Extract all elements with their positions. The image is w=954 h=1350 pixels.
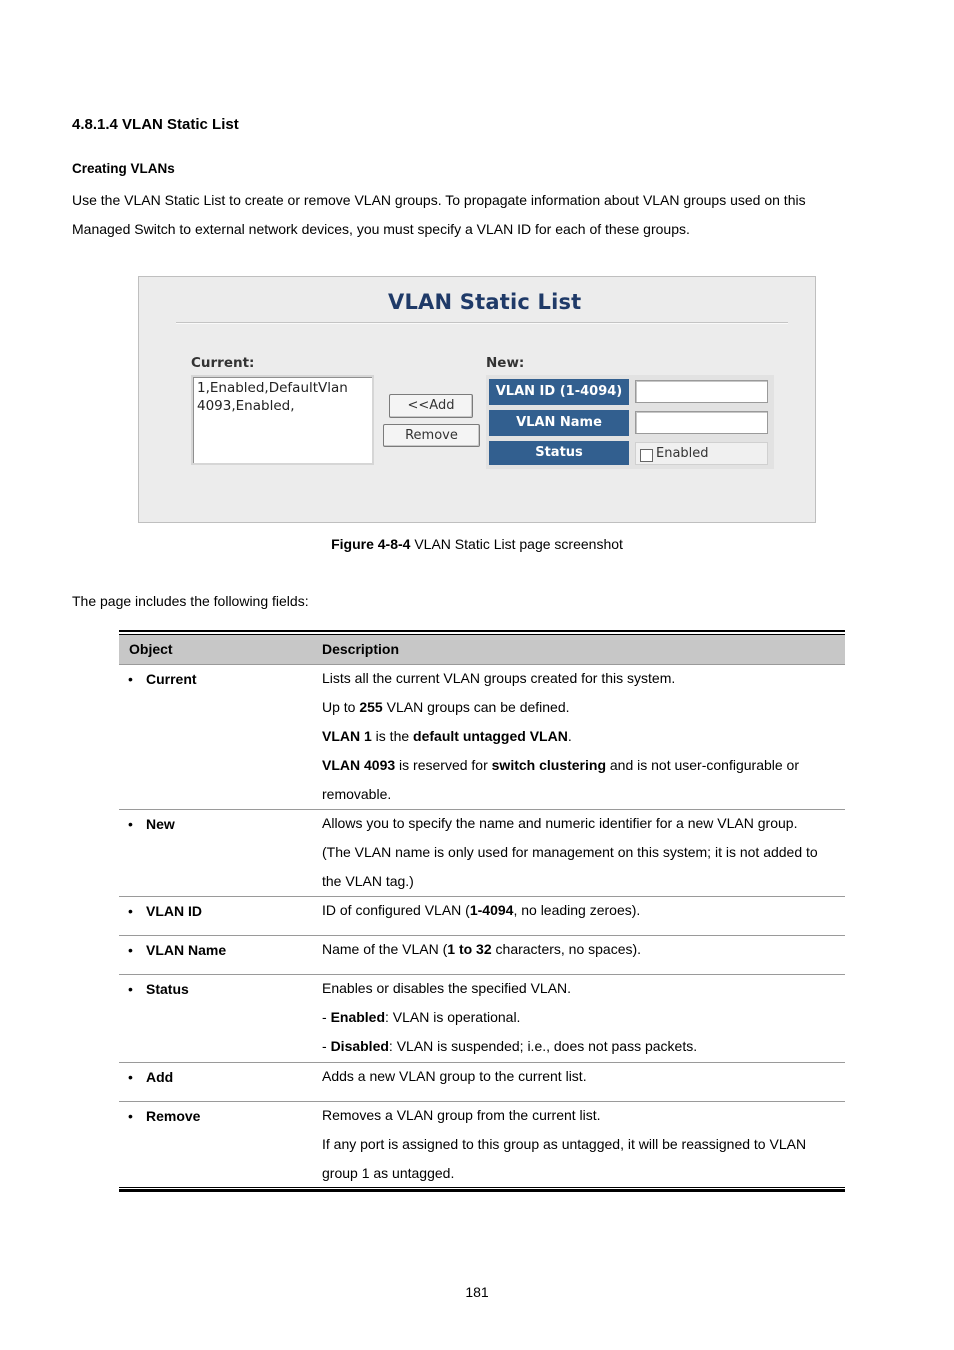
figure-number: Figure 4-8-4 [331,536,411,552]
table-row-desc-new: Allows you to specify the name and numeric identifier for a new VLAN group. (The VLAN name is only used for management on this system; it is not added to the VLAN tag.) [322,815,818,889]
header-object: Object [129,641,173,657]
table-row-object-new: • New [128,816,175,832]
title-divider [176,322,788,324]
current-vlan-item[interactable]: 1,Enabled,DefaultVlan [197,380,348,396]
table-row-object-remove: • Remove [128,1108,201,1124]
header-description: Description [322,641,400,657]
add-button[interactable]: <<Add [389,394,473,418]
figure-caption-text: VLAN Static List page screenshot [410,536,623,552]
table-row-object-vlan-id: • VLAN ID [128,903,202,919]
screenshot-title: VLAN Static List [388,290,582,314]
current-vlan-list[interactable] [191,375,374,465]
table-row-desc-current: Lists all the current VLAN groups created for this system. Up to 255 VLAN groups can be defined. VLAN 1 is the default untagged VLAN. VLAN 4093 is reserved for switch clustering and is not user-configurable or removable. [322,670,799,802]
remove-button[interactable]: Remove [383,424,480,447]
vlan-id-input[interactable] [635,380,768,403]
enabled-checkbox[interactable] [640,449,653,462]
table-header [119,635,845,664]
figure-caption [0,536,954,552]
table-bottom-rule-thin [119,1187,845,1188]
intro-paragraph: Use the VLAN Static List to create or remove VLAN groups. To propagate information about VLAN groups used on this Managed Switch to external network devices, you must specify a VLAN ID for each of these groups. [72,192,806,237]
page-number: 181 [465,1284,489,1300]
table-row-desc-add: Adds a new VLAN group to the current list. [322,1068,587,1084]
table-row-object-current: • Current [128,671,197,687]
new-label: New: [486,355,525,371]
enabled-checkbox-label: Enabled [656,446,709,461]
vlan-name-input[interactable] [635,411,768,434]
fields-intro: The page includes the following fields: [72,593,309,609]
table-bottom-rule [119,1189,845,1192]
current-vlan-item[interactable]: 4093,Enabled, [197,398,295,414]
table-row-desc-status: Enables or disables the specified VLAN. - Enabled: VLAN is operational. - Disabled: VLAN is suspended; i.e., does not pass packets. [322,980,698,1054]
table-top-rule [119,630,845,632]
subsection-title: Creating VLANs [72,161,175,176]
current-label: Current: [191,355,255,371]
table-row-desc-vlan-name: Name of the VLAN (1 to 32 characters, no spaces). [322,941,642,957]
section-title: 4.8.1.4 VLAN Static List [72,116,239,133]
table-row-desc-remove: Removes a VLAN group from the current list. If any port is assigned to this group as untagged, it will be reassigned to VLAN group 1 as untagged. [322,1107,807,1181]
table-row-desc-vlan-id: ID of configured VLAN (1-4094, no leading zeroes). [322,902,641,918]
vlan-static-list-screenshot [138,276,816,523]
table-row-object-status: • Status [128,981,189,997]
status-label: Status [489,441,629,465]
table-row-object-add: • Add [128,1069,174,1085]
vlan-name-label: VLAN Name [489,410,629,436]
table-row-object-vlan-name: • VLAN Name [128,942,227,958]
vlan-id-label: VLAN ID (1-4094) [489,379,629,405]
